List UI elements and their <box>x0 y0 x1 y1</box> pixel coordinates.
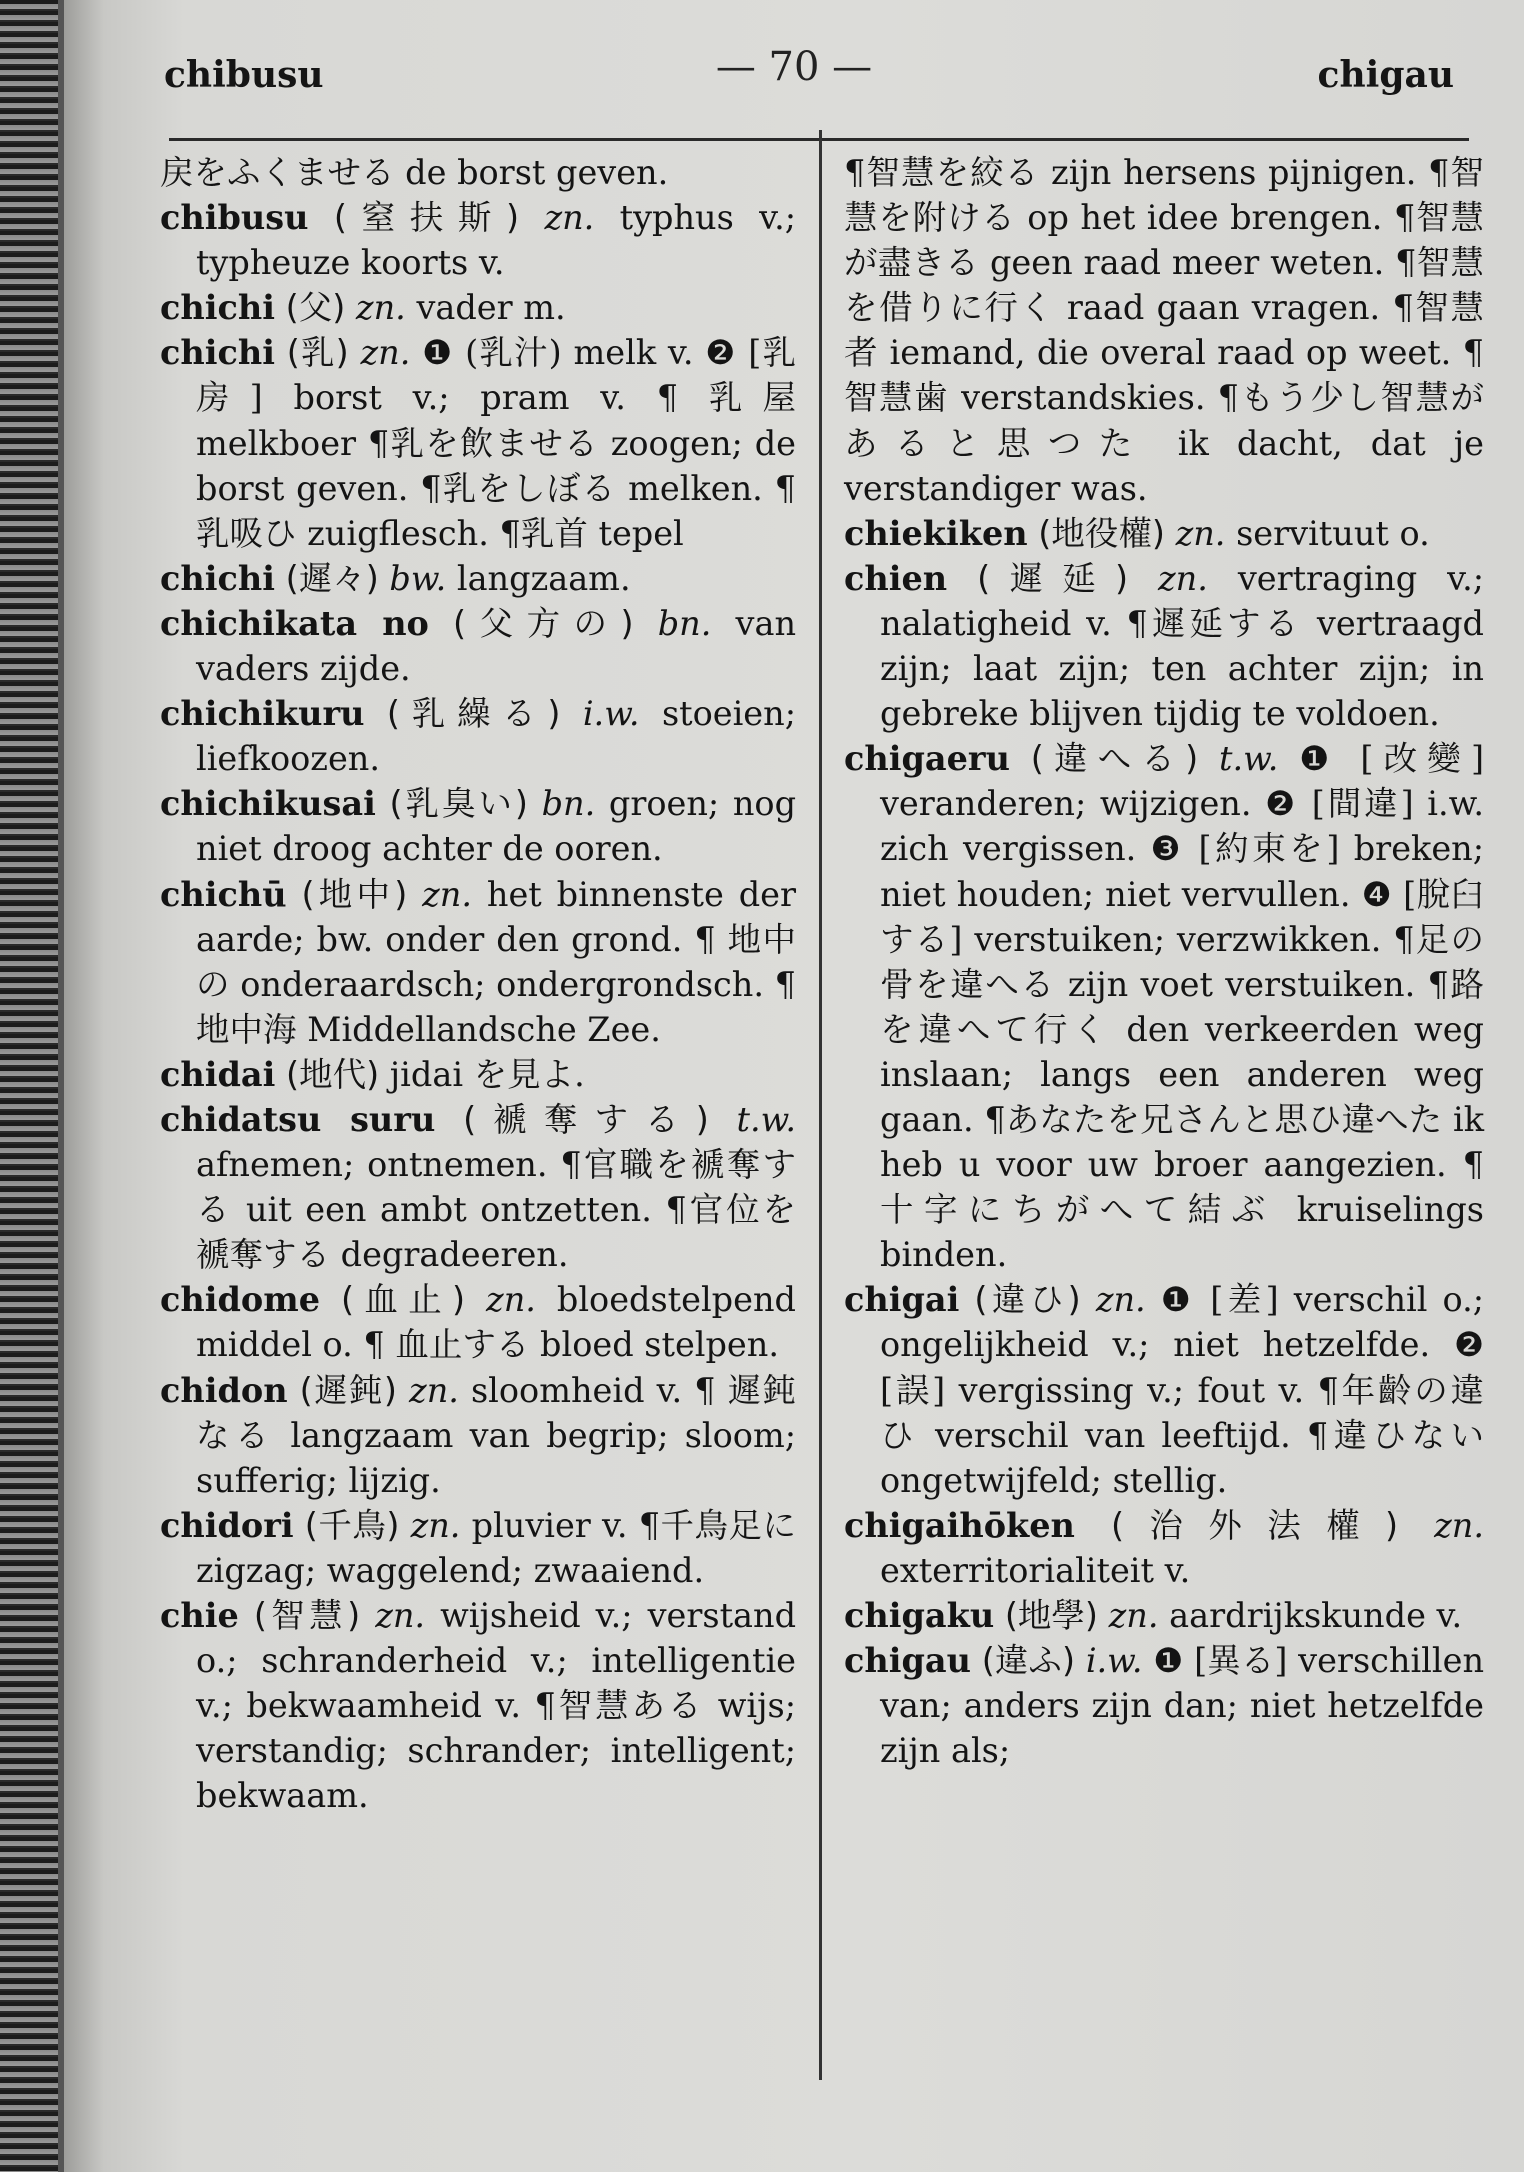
definition: vader m. <box>416 288 566 328</box>
headword: chiekiken <box>844 513 1028 553</box>
definition: ❶ [改變] veranderen; wijzigen. ❷ [間違] i.w. zich vergissen. ❸ [約束を] breken; niet houden; niet vervullen. ❹ [脫臼する] verstuiken; verzwikken. ¶足の骨を違へる zijn voet verstuiken. ¶路を違へて行く den verkeerden weg inslaan; langs een anderen weg gaan. ¶あなたを兄さんと思ひ違へた ik heb u voor uw broer aangezien. ¶十字にちがへて結ぶ kruiselings binden. <box>880 739 1485 1275</box>
part-of-speech: bn. <box>541 784 596 824</box>
headword: chibusu <box>160 198 309 238</box>
running-head-left: chibusu <box>164 54 324 96</box>
dictionary-entry <box>160 1277 796 1367</box>
definition: bloedstelpend middel o. ¶ 血止する bloed stelpen. <box>196 1280 796 1365</box>
dictionary-entry <box>844 1277 1484 1502</box>
dictionary-entry <box>160 285 796 330</box>
headword: chigau <box>844 1641 971 1681</box>
headword: chichikata no <box>160 603 429 643</box>
part-of-speech: zn. <box>1108 1596 1159 1635</box>
kanji-form: (乳) <box>286 333 349 373</box>
entry-continuation <box>160 150 796 195</box>
dictionary-entry <box>844 1503 1484 1593</box>
running-head-right: chigau <box>1317 54 1454 96</box>
part-of-speech: i.w. <box>1085 1641 1143 1681</box>
part-of-speech: zn. <box>410 1505 461 1545</box>
kanji-form: (遲々) <box>285 558 379 598</box>
definition: groen; nog niet droog achter de ooren. <box>196 784 797 869</box>
headword: chidai <box>160 1054 276 1094</box>
part-of-speech: zn. <box>1158 558 1208 598</box>
definition: vertraging v.; nalatigheid v. ¶遲延する vertraagd zijn; laat zijn; ten achter zijn; in gebreke blijven tijdig te voldoen. <box>880 558 1485 734</box>
part-of-speech: t.w. <box>1218 739 1279 779</box>
part-of-speech: zn. <box>1434 1505 1484 1545</box>
dictionary-entry <box>160 781 796 871</box>
headword: chichū <box>160 874 287 914</box>
definition: jidai を見よ. <box>389 1054 585 1094</box>
part-of-speech: zn. <box>1175 513 1226 553</box>
definition: sloomheid v. ¶ 遲鈍なる langzaam van begrip; sloom; sufferig; lijzig. <box>196 1370 796 1500</box>
headword: chichi <box>160 558 275 598</box>
kanji-form: (違ふ) <box>981 1641 1076 1681</box>
part-of-speech: zn. <box>1095 1280 1146 1320</box>
dictionary-entry <box>160 1097 796 1277</box>
definition: van vaders zijde. <box>196 603 797 689</box>
dictionary-entry <box>160 1503 796 1593</box>
kanji-form: (地學) <box>1004 1596 1098 1635</box>
dictionary-entry <box>160 691 796 781</box>
kanji-form: (父方の) <box>453 603 634 643</box>
headword: chichi <box>160 333 275 373</box>
dictionary-page <box>64 0 1524 2172</box>
part-of-speech: bw. <box>389 558 447 598</box>
headword: chigaihōken <box>844 1505 1075 1545</box>
kanji-form: (智慧) <box>253 1596 361 1635</box>
definition: ❶ (乳汁) melk v. ❷ [乳房] borst v.; pram v. ¶ 乳屋 melkboer ¶乳を飲ませる zoogen; de borst geven. ¶乳をしぼる melken. ¶乳吸ひ zuigflesch. ¶乳首 tepel <box>196 333 796 553</box>
kanji-form: (千鳥) <box>304 1505 400 1545</box>
part-of-speech: i.w. <box>582 694 640 734</box>
dictionary-entry <box>160 1052 796 1097</box>
definition: langzaam. <box>456 558 631 598</box>
dictionary-entry <box>844 1638 1484 1773</box>
headword: chichikusai <box>160 784 376 824</box>
definition: servituut o. <box>1236 513 1430 553</box>
entry-text: 戻をふくませる de borst geven. <box>160 153 669 192</box>
spiral-binding <box>0 0 64 2172</box>
kanji-form: (地代) <box>286 1054 380 1094</box>
dictionary-entry <box>844 1593 1484 1638</box>
kanji-form: (地中) <box>301 874 408 914</box>
kanji-form: (乳臭い) <box>389 784 528 824</box>
definition: ❶ [差] verschil o.; ongelijkheid v.; niet hetzelfde. ❷ [誤] vergissing v.; fout v. ¶年齡の違ひ verschil van leeftijd. ¶違ひない ongetwijfeld; stellig. <box>880 1280 1485 1500</box>
entry-text: ¶智慧を絞る zijn hersens pijnigen. ¶智慧を附ける op het idee brengen. ¶智慧が盡きる geen raad meer weten. ¶智慧を借りに行く raad gaan vragen. ¶智慧者 iemand, die overal raad op weet. ¶智慧歯 verstandskies. ¶もう少し智慧があると思つた ik dacht, dat je verstandiger was. <box>844 153 1484 508</box>
definition: stoeien; liefkoozen. <box>196 694 796 779</box>
kanji-form: (地役權) <box>1038 513 1165 553</box>
kanji-form: (父) <box>285 288 346 328</box>
part-of-speech: zn. <box>360 333 411 373</box>
headword: chichikuru <box>160 694 365 734</box>
dictionary-entry <box>844 736 1484 1277</box>
kanji-form: (違へる) <box>1030 739 1199 779</box>
headword: chidatsu suru <box>160 1099 436 1139</box>
definition: het binnenste der aarde; bw. onder den grond. ¶ 地中の onderaardsch; ondergrondsch. ¶地中海 Middellandsche Zee. <box>196 874 796 1049</box>
part-of-speech: zn. <box>544 198 595 238</box>
definition: wijsheid v.; verstand o.; schranderheid v.; intelligentie v.; bekwaamheid v. ¶智慧ある wijs; verstandig; schrander; intelligent; bekwaam. <box>196 1596 797 1816</box>
part-of-speech: zn. <box>409 1370 459 1410</box>
dictionary-entry <box>160 1593 796 1818</box>
definition: typhus v.; typheuze koorts v. <box>196 198 797 283</box>
dictionary-entry <box>160 195 796 285</box>
headword: chigaku <box>844 1596 995 1635</box>
definition: aardrijkskunde v. <box>1169 1596 1463 1635</box>
kanji-form: (褫奪する) <box>463 1099 709 1139</box>
headword: chigaeru <box>844 739 1010 779</box>
part-of-speech: zn. <box>486 1280 536 1320</box>
headword: chie <box>160 1596 239 1635</box>
part-of-speech: bn. <box>657 603 712 643</box>
part-of-speech: zn. <box>355 288 406 328</box>
dictionary-entry <box>160 872 796 1052</box>
dictionary-entry <box>160 601 796 691</box>
definition: ❶ [異る] verschillen van; anders zijn dan; niet hetzelfde zijn als; <box>880 1641 1485 1771</box>
kanji-form: (窒扶斯) <box>333 198 520 238</box>
kanji-form: (遲鈍) <box>299 1370 397 1410</box>
kanji-form: (血止) <box>340 1280 466 1320</box>
column-divider <box>819 130 822 2080</box>
headword: chidon <box>160 1370 288 1410</box>
entry-continuation <box>844 150 1484 511</box>
kanji-form: (遲延) <box>977 558 1129 598</box>
part-of-speech: zn. <box>375 1596 426 1635</box>
part-of-speech: t.w. <box>736 1099 796 1139</box>
kanji-form: (違ひ) <box>974 1280 1081 1320</box>
page-number: — 70 — <box>715 44 873 90</box>
dictionary-entry <box>160 556 796 601</box>
kanji-form: (治外法權) <box>1110 1505 1399 1545</box>
headword: chigai <box>844 1280 960 1320</box>
definition: afnemen; ontnemen. ¶官職を褫奪する uit een ambt ontzetten. ¶官位を褫奪する degradeeren. <box>196 1145 796 1275</box>
dictionary-entry <box>160 1368 796 1503</box>
part-of-speech: zn. <box>422 874 473 914</box>
dictionary-entry <box>844 556 1484 736</box>
right-column <box>844 150 1484 1773</box>
definition: exterritorialiteit v. <box>880 1550 1191 1590</box>
dictionary-entry <box>160 330 796 555</box>
headword: chidori <box>160 1505 294 1545</box>
headword: chichi <box>160 288 275 328</box>
definition: pluvier v. ¶千鳥足に zigzag; waggelend; zwaaiend. <box>196 1505 797 1590</box>
headword: chidome <box>160 1280 321 1320</box>
left-column <box>160 150 796 1818</box>
headword: chien <box>844 558 948 598</box>
kanji-form: (乳繰る) <box>386 694 561 734</box>
dictionary-entry <box>844 511 1484 556</box>
